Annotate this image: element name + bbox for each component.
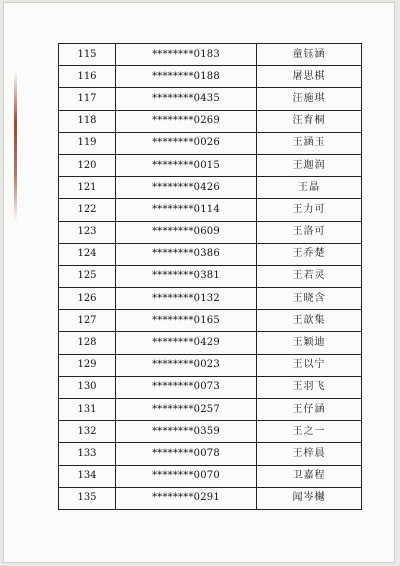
masked-id: ********0435 [116,88,257,110]
student-name: 王晓含 [257,288,362,310]
masked-id: ********0269 [116,110,257,132]
masked-id: ********0429 [116,332,257,354]
masked-id: ********0359 [116,421,257,443]
student-name: 王之一 [257,421,362,443]
student-name: 王涵玉 [257,132,362,154]
table-row [59,154,362,176]
table-row [59,88,362,110]
table-row [59,421,362,443]
masked-id: ********0381 [116,265,257,287]
roster-table [58,43,362,510]
masked-id: ********0188 [116,66,257,88]
student-name: 王梓晨 [257,443,362,465]
row-number: 115 [59,44,116,66]
row-number: 127 [59,310,116,332]
student-name: 童钰涵 [257,44,362,66]
masked-id: ********0609 [116,221,257,243]
row-number: 135 [59,487,116,509]
row-number: 119 [59,132,116,154]
student-name: 王仔涵 [257,399,362,421]
student-name: 卫嘉程 [257,465,362,487]
student-name: 王力可 [257,199,362,221]
row-number: 116 [59,66,116,88]
scan-binding-mark [14,71,17,221]
masked-id: ********0165 [116,310,257,332]
row-number: 125 [59,265,116,287]
table-row [59,177,362,199]
row-number: 134 [59,465,116,487]
student-name: 王晶 [257,177,362,199]
student-name: 王若灵 [257,265,362,287]
table-row [59,332,362,354]
table-row [59,354,362,376]
student-name: 王羽飞 [257,376,362,398]
masked-id: ********0291 [116,487,257,509]
row-number: 120 [59,154,116,176]
row-number: 130 [59,376,116,398]
roster-table-body [59,44,362,510]
table-row [59,376,362,398]
table-row [59,399,362,421]
table-row [59,221,362,243]
row-number: 126 [59,288,116,310]
table-row [59,243,362,265]
row-number: 121 [59,177,116,199]
table-row [59,44,362,66]
masked-id: ********0023 [116,354,257,376]
table-row [59,443,362,465]
student-name: 王以宁 [257,354,362,376]
row-number: 133 [59,443,116,465]
student-name: 王乔楚 [257,243,362,265]
table-row [59,110,362,132]
row-number: 124 [59,243,116,265]
masked-id: ********0078 [116,443,257,465]
masked-id: ********0132 [116,288,257,310]
table-row [59,132,362,154]
masked-id: ********0073 [116,376,257,398]
student-name: 汪施琪 [257,88,362,110]
student-name: 王歆集 [257,310,362,332]
table-row [59,465,362,487]
masked-id: ********0026 [116,132,257,154]
masked-id: ********0257 [116,399,257,421]
table-row [59,265,362,287]
row-number: 118 [59,110,116,132]
student-name: 屠思棋 [257,66,362,88]
student-name: 闻岑樾 [257,487,362,509]
table-row [59,199,362,221]
row-number: 117 [59,88,116,110]
table-row [59,288,362,310]
row-number: 129 [59,354,116,376]
row-number: 123 [59,221,116,243]
masked-id: ********0070 [116,465,257,487]
student-name: 王颖迪 [257,332,362,354]
row-number: 131 [59,399,116,421]
masked-id: ********0183 [116,44,257,66]
row-number: 128 [59,332,116,354]
table-row [59,310,362,332]
student-name: 汪育桐 [257,110,362,132]
student-name: 王迦润 [257,154,362,176]
student-name: 王洛可 [257,221,362,243]
document-page [3,2,395,563]
masked-id: ********0015 [116,154,257,176]
masked-id: ********0114 [116,199,257,221]
table-row [59,487,362,509]
row-number: 122 [59,199,116,221]
masked-id: ********0426 [116,177,257,199]
row-number: 132 [59,421,116,443]
table-row [59,66,362,88]
masked-id: ********0386 [116,243,257,265]
